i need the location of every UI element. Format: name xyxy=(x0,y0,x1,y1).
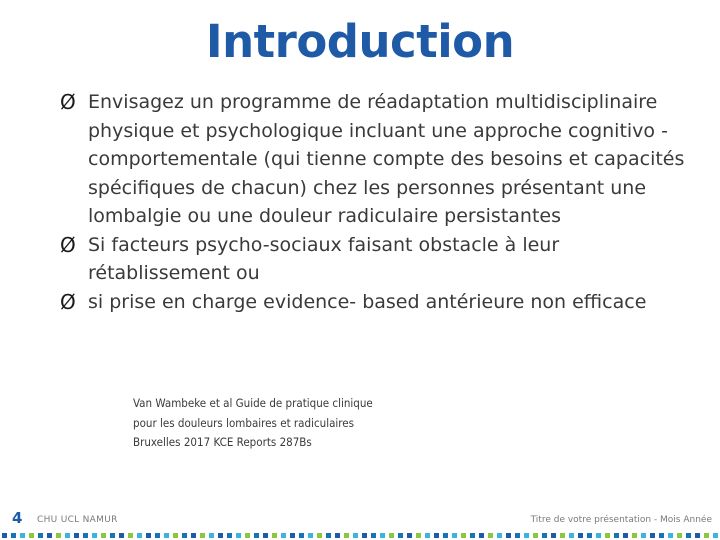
strip-square xyxy=(605,533,610,538)
strip-square xyxy=(164,533,169,538)
strip-square xyxy=(146,533,151,538)
strip-square xyxy=(380,533,385,538)
strip-square xyxy=(2,533,7,538)
bullet-text: si prise en charge evidence- based antérieure non efficace xyxy=(88,290,647,313)
strip-square xyxy=(515,533,520,538)
strip-square xyxy=(137,533,142,538)
bullet-text: Si facteurs psycho-sociaux faisant obstacle à leur rétablissement ou xyxy=(88,233,560,284)
strip-square xyxy=(155,533,160,538)
strip-square xyxy=(173,533,178,538)
decorative-color-strip xyxy=(0,528,720,540)
bullet-item xyxy=(60,231,700,288)
strip-square xyxy=(695,533,700,538)
strip-square xyxy=(110,533,115,538)
strip-square xyxy=(551,533,556,538)
strip-square xyxy=(227,533,232,538)
strip-square xyxy=(407,533,412,538)
arrow-bullet-icon: Ø xyxy=(60,289,76,314)
strip-square xyxy=(371,533,376,538)
strip-square xyxy=(686,533,691,538)
bullet-text: Envisagez un programme de réadaptation multidisciplinaire physique et psychologique incluant une approche cognitivo -comportementale (qui tienne compte des besoins et capacités spécifiques de chacun) chez les personnes présentant une lombalgie ou une douleur radiculaire persistantes xyxy=(88,91,685,227)
strip-square xyxy=(443,533,448,538)
strip-square xyxy=(542,533,547,538)
strip-square xyxy=(569,533,574,538)
strip-square xyxy=(434,533,439,538)
strip-square xyxy=(299,533,304,538)
strip-square xyxy=(29,533,34,538)
strip-square xyxy=(524,533,529,538)
strip-square xyxy=(677,533,682,538)
strip-square xyxy=(353,533,358,538)
reference-line: Van Wambeke et al Guide de pratique clinique xyxy=(133,396,373,410)
organization-name: CHU UCL NAMUR xyxy=(37,515,118,525)
strip-square xyxy=(101,533,106,538)
strip-square xyxy=(263,533,268,538)
strip-square xyxy=(497,533,502,538)
strip-square xyxy=(623,533,628,538)
strip-square xyxy=(533,533,538,538)
reference-line: Bruxelles 2017 KCE Reports 287Bs xyxy=(133,435,312,449)
strip-square xyxy=(245,533,250,538)
bullet-item xyxy=(60,288,700,317)
strip-square xyxy=(47,533,52,538)
strip-square xyxy=(56,533,61,538)
strip-square xyxy=(209,533,214,538)
strip-square xyxy=(650,533,655,538)
strip-square xyxy=(344,533,349,538)
presentation-info: Titre de votre présentation - Mois Année xyxy=(530,515,712,525)
strip-square xyxy=(461,533,466,538)
reference-line: pour les douleurs lombaires et radiculaires xyxy=(133,415,355,430)
strip-square xyxy=(326,533,331,538)
strip-square xyxy=(119,533,124,538)
strip-square xyxy=(38,533,43,538)
strip-square xyxy=(290,533,295,538)
bullet-item xyxy=(60,88,700,231)
strip-square xyxy=(587,533,592,538)
strip-square xyxy=(236,533,241,538)
strip-square xyxy=(389,533,394,538)
reference-citation xyxy=(133,394,373,453)
page-number: 4 xyxy=(12,509,23,527)
strip-square xyxy=(362,533,367,538)
strip-square xyxy=(182,533,187,538)
strip-square xyxy=(668,533,673,538)
strip-square xyxy=(191,533,196,538)
strip-square xyxy=(92,533,97,538)
strip-square xyxy=(425,533,430,538)
arrow-bullet-icon: Ø xyxy=(60,232,76,257)
strip-square xyxy=(218,533,223,538)
strip-square xyxy=(20,533,25,538)
slide-title: Introduction xyxy=(205,15,515,68)
strip-square xyxy=(596,533,601,538)
strip-square xyxy=(488,533,493,538)
strip-square xyxy=(614,533,619,538)
strip-square xyxy=(641,533,646,538)
strip-square xyxy=(560,533,565,538)
strip-square xyxy=(632,533,637,538)
strip-square xyxy=(83,533,88,538)
strip-square xyxy=(335,533,340,538)
strip-square xyxy=(506,533,511,538)
strip-square xyxy=(281,533,286,538)
strip-square xyxy=(128,533,133,538)
strip-square xyxy=(713,533,718,538)
strip-square xyxy=(470,533,475,538)
strip-square xyxy=(416,533,421,538)
strip-square xyxy=(317,533,322,538)
arrow-bullet-icon: Ø xyxy=(60,90,76,114)
strip-square xyxy=(452,533,457,538)
strip-square xyxy=(74,533,79,538)
bullet-list xyxy=(60,88,700,316)
strip-square xyxy=(65,533,70,538)
strip-square xyxy=(704,533,709,538)
strip-square xyxy=(479,533,484,538)
strip-square xyxy=(659,533,664,538)
strip-square xyxy=(200,533,205,538)
strip-square xyxy=(308,533,313,538)
strip-square xyxy=(272,533,277,538)
strip-square xyxy=(398,533,403,538)
strip-square xyxy=(11,533,16,538)
strip-square xyxy=(254,533,259,538)
strip-square xyxy=(578,533,583,538)
